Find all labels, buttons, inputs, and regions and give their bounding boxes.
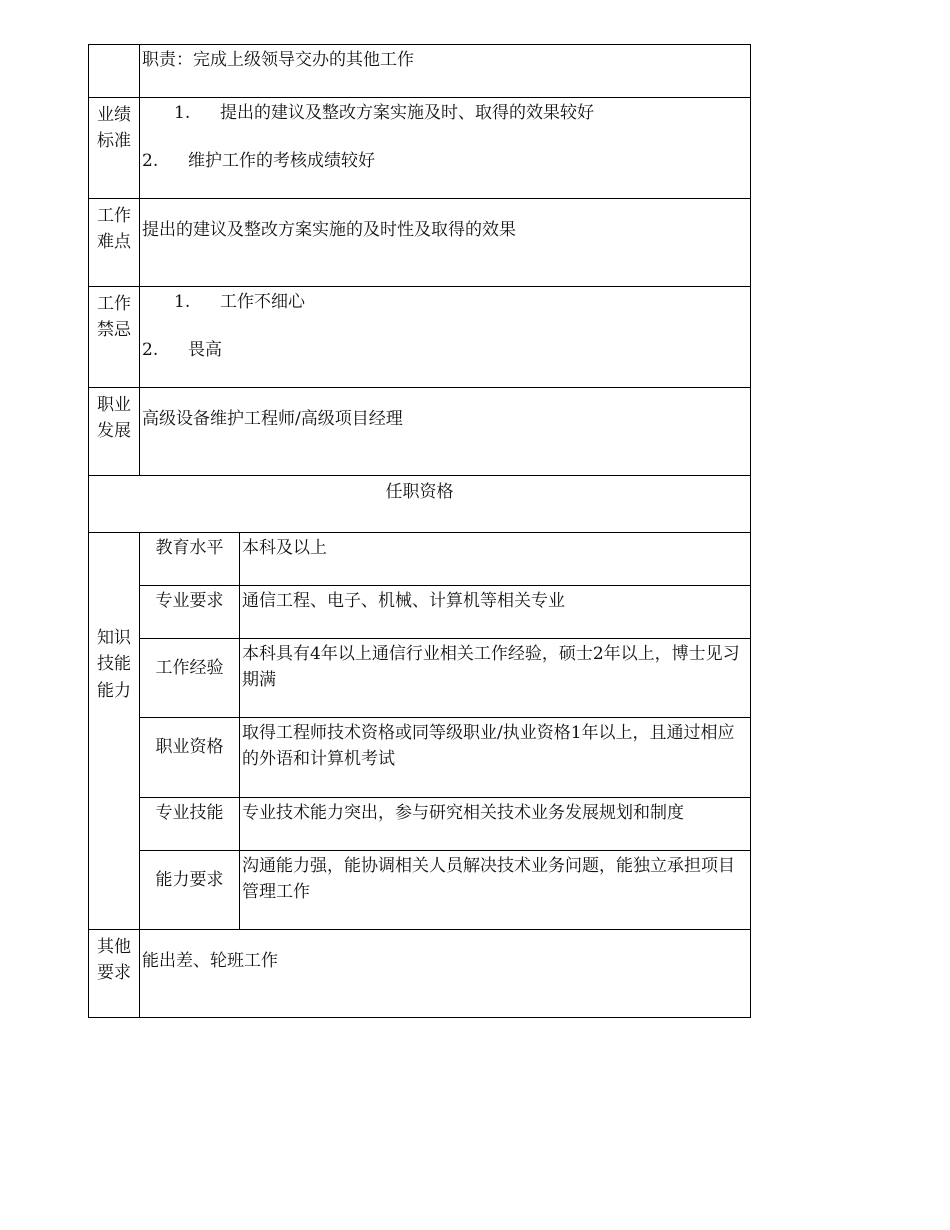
list-text: 提出的建议及整改方案实施及时、取得的效果较好 bbox=[220, 103, 594, 123]
qualification-row bbox=[89, 639, 751, 718]
performance-content bbox=[140, 98, 751, 199]
duty-row bbox=[89, 45, 751, 98]
qualification-text: 专业技术能力突出，参与研究相关技术业务发展规划和制度 bbox=[240, 798, 751, 851]
taboo-content bbox=[140, 287, 751, 388]
qualification-text: 本科及以上 bbox=[240, 533, 751, 586]
difficulty-text: 提出的建议及整改方案实施的及时性及取得的效果 bbox=[140, 199, 751, 287]
qualification-text: 取得工程师技术资格或同等级职业/执业资格1年以上，且通过相应的外语和计算机考试 bbox=[240, 718, 751, 798]
section-title: 任职资格 bbox=[89, 476, 751, 533]
list-text: 维护工作的考核成绩较好 bbox=[188, 151, 375, 172]
qualification-text: 本科具有4年以上通信行业相关工作经验，硕士2年以上，博士见习期满 bbox=[240, 639, 751, 718]
list-text: 畏高 bbox=[188, 340, 222, 361]
qualification-row bbox=[89, 533, 751, 586]
qualification-row bbox=[89, 798, 751, 851]
list-item bbox=[142, 148, 748, 174]
duty-text: 职责：完成上级领导交办的其他工作 bbox=[140, 45, 751, 98]
list-number: 2. bbox=[142, 151, 159, 172]
other-text: 能出差、轮班工作 bbox=[140, 930, 751, 1018]
taboo-label: 工作禁忌 bbox=[89, 287, 140, 388]
list-item bbox=[142, 100, 748, 126]
qualification-label: 工作经验 bbox=[140, 639, 240, 718]
qualification-row bbox=[89, 718, 751, 798]
qualification-label: 能力要求 bbox=[140, 851, 240, 930]
career-text: 高级设备维护工程师/高级项目经理 bbox=[140, 388, 751, 476]
performance-label: 业绩标准 bbox=[89, 98, 140, 199]
qualification-label: 专业要求 bbox=[140, 586, 240, 639]
qualification-label: 教育水平 bbox=[140, 533, 240, 586]
career-row bbox=[89, 388, 751, 476]
qualification-label: 专业技能 bbox=[140, 798, 240, 851]
job-description-table bbox=[88, 44, 751, 1018]
difficulty-label: 工作难点 bbox=[89, 199, 140, 287]
difficulty-row bbox=[89, 199, 751, 287]
duty-label-cell bbox=[89, 45, 140, 98]
other-label: 其他要求 bbox=[89, 930, 140, 1018]
qualification-row bbox=[89, 851, 751, 930]
list-item bbox=[142, 337, 748, 363]
performance-row bbox=[89, 98, 751, 199]
qualification-title-row bbox=[89, 476, 751, 533]
taboo-row bbox=[89, 287, 751, 388]
list-number: 2. bbox=[142, 340, 159, 361]
list-item bbox=[142, 289, 748, 315]
qualification-row bbox=[89, 586, 751, 639]
list-text: 工作不细心 bbox=[220, 292, 305, 312]
qualification-text: 沟通能力强，能协调相关人员解决技术业务问题，能独立承担项目管理工作 bbox=[240, 851, 751, 930]
qualification-group-label: 知识技能能力 bbox=[89, 533, 140, 930]
other-row bbox=[89, 930, 751, 1018]
list-number: 1. bbox=[174, 103, 191, 123]
qualification-label: 职业资格 bbox=[140, 718, 240, 798]
career-label: 职业发展 bbox=[89, 388, 140, 476]
list-number: 1. bbox=[174, 292, 191, 312]
qualification-text: 通信工程、电子、机械、计算机等相关专业 bbox=[240, 586, 751, 639]
